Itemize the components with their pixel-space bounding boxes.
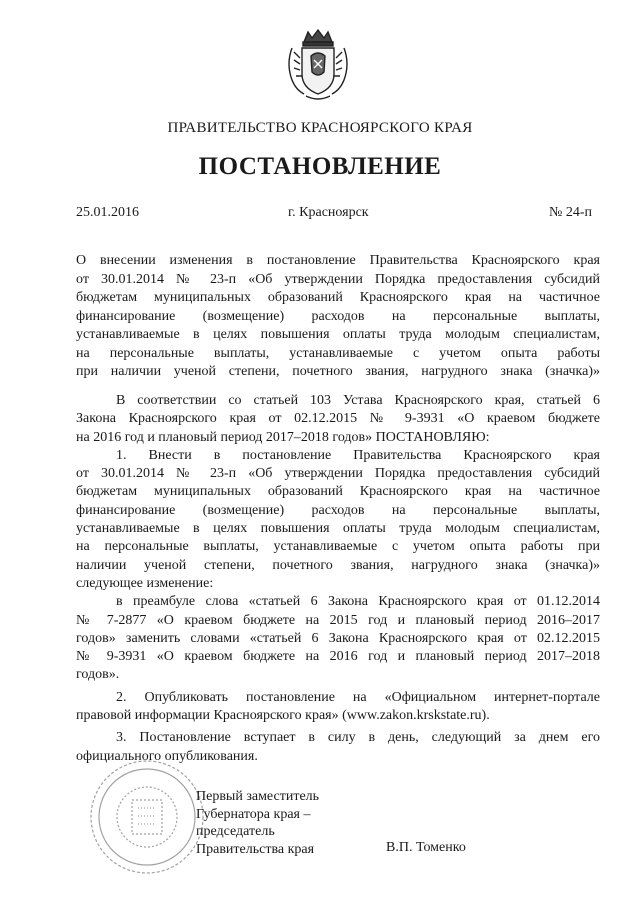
signatory-name: В.П. Томенко: [386, 840, 466, 855]
item1-line: наличии ученой степени, почетного звания, нагрудного знака (значка)»: [76, 557, 600, 573]
item1-line: следующее изменение:: [76, 575, 214, 591]
document-body: [76, 392, 600, 766]
document-type-title: ПОСТАНОВЛЕНИЕ: [198, 153, 442, 180]
item1-detail-line: годов» заменить словами «статьей 6 Закона Красноярского края от 02.12.2015: [76, 630, 600, 646]
subject-line: финансирование (возмещение) расходов на персональные выплаты,: [76, 308, 600, 324]
item1-line: финансирование (возмещение) расходов на персональные выплаты,: [76, 502, 600, 518]
item1-line: 1. Внести в постановление Правительства Красноярского края: [116, 447, 600, 463]
subject-line: О внесении изменения в постановление Правительства Красноярского края: [76, 253, 600, 268]
item2-line: 2. Опубликовать постановление на «Официальном интернет-портале: [116, 689, 600, 705]
item1-detail-line: № 9-3931 «О краевом бюджете на 2016 год и плановый период 2017–2018: [76, 649, 600, 665]
organization-name: ПРАВИТЕЛЬСТВО КРАСНОЯРСКОГО КРАЯ: [167, 120, 473, 136]
signatory-position: [196, 788, 319, 858]
document-number: № 24-п: [549, 205, 593, 220]
document-city: г. Красноярск: [288, 205, 369, 220]
item1-line: устанавливаемые в целях повышения оплаты труда молодым специалистам,: [76, 521, 600, 537]
subject-line: при наличии ученой степени, почетного звания, нагрудного знака (значка)»: [76, 364, 600, 379]
document-subject: [76, 252, 600, 382]
signatory-position-line: Первый заместитель: [196, 789, 320, 804]
subject-line: на персональные выплаты, устанавливаемые с учетом опыта работы: [76, 345, 600, 361]
item2-line: правовой информации Красноярского края» (www.zakon.krskstate.ru).: [76, 708, 490, 724]
official-seal-stamp: [88, 758, 206, 876]
subject-line: устанавливаемые в целях повышения оплаты труда молодым специалистам,: [76, 327, 600, 342]
subject-line: бюджетам муниципальных образований Красноярского края на частичное: [76, 290, 600, 305]
preamble-line: В соответствии со статьей 103 Устава Красноярского края, статьей 6: [116, 393, 600, 408]
item3-line: официального опубликования.: [76, 748, 258, 764]
signatory-position-line: Губернатора края –: [196, 806, 311, 822]
item1-line: бюджетам муниципальных образований Красноярского края на частичное: [76, 484, 600, 500]
item1-detail-line: № 7-2877 «О краевом бюджете на 2015 год и плановый период 2016–2017: [76, 612, 600, 628]
subject-line: от 30.01.2014 № 23-п «Об утверждении Порядка предоставления субсидий: [76, 271, 600, 287]
signatory-position-line: председатель: [196, 824, 275, 839]
document-date: 25.01.2016: [76, 205, 139, 220]
item1-detail-line: годов».: [76, 667, 120, 683]
item1-line: от 30.01.2014 № 23-п «Об утверждении Порядка предоставления субсидий: [76, 466, 600, 482]
item1-line: на персональные выплаты, устанавливаемые с учетом опыта работы при: [76, 539, 600, 555]
signatory-position-line: Правительства края: [196, 841, 315, 857]
coat-of-arms-emblem: [284, 28, 352, 104]
preamble-line: Закона Красноярского края от 02.12.2015 № 9-3931 «О краевом бюджете: [76, 411, 600, 427]
preamble-line: на 2016 год и плановый период 2017–2018 годов» ПОСТАНОВЛЯЮ:: [76, 429, 490, 445]
item3-line: 3. Постановление вступает в силу в день, следующий за днем его: [116, 730, 600, 746]
item1-detail-line: в преамбуле слова «статьей 6 Закона Красноярского края от 01.12.2014: [116, 594, 600, 610]
